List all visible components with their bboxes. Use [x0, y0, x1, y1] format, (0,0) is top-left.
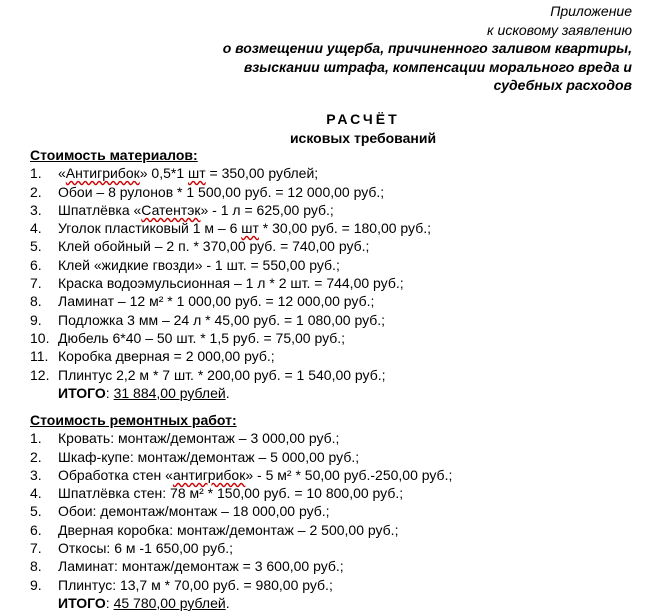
materials-heading: Стоимость материалов: — [30, 147, 198, 163]
document-title — [0, 110, 666, 147]
works-total: ИТОГО: 45 780,00 рублей. — [58, 594, 230, 611]
list-item — [30, 521, 452, 539]
list-item — [30, 311, 431, 329]
item-text: Подложка 3 мм – 24 л * 45,00 руб. = 1 080,00 руб.; — [58, 311, 386, 328]
list-item — [30, 557, 452, 575]
item-number: 6. — [30, 256, 42, 273]
item-number: 2. — [30, 183, 42, 200]
item-text: Обои: демонтаж/монтаж – 18 000,00 руб.; — [58, 503, 330, 520]
list-item — [30, 274, 431, 292]
item-number: 4. — [30, 220, 42, 237]
works-section — [30, 411, 452, 612]
header-line-subject-2: взыскании штрафа, компенсации морального вреда и — [243, 58, 632, 75]
total-label: ИТОГО — [58, 384, 106, 401]
item-text: Краска водоэмульсионная – 1 л * 2 шт. = 744,00 руб.; — [58, 275, 404, 292]
item-number: 3. — [30, 466, 42, 483]
item-number: 9. — [30, 311, 42, 328]
list-item — [30, 429, 452, 447]
item-text: Клей «жидкие гвозди» - 1 шт. = 550,00 руб.; — [58, 256, 340, 273]
item-text: Обои – 8 рулонов * 1 500,00 руб. = 12 000,00 руб.; — [58, 183, 385, 200]
item-text: Шпатлёвка «Сатентэк» - 1 л = 625,00 руб.; — [58, 201, 334, 218]
list-item — [30, 256, 431, 274]
item-text: «Антигрибок» 0,5*1 шт = 350,00 рублей; — [58, 165, 319, 182]
item-number: 10. — [30, 329, 50, 346]
list-item — [30, 183, 431, 201]
list-item — [30, 502, 452, 520]
item-number: 6. — [30, 521, 42, 538]
item-text: Плинтус: 13,7 м * 70,00 руб. = 980,00 руб.; — [58, 576, 333, 593]
list-item — [30, 219, 431, 237]
works-heading: Стоимость ремонтных работ: — [30, 412, 237, 428]
list-item — [30, 539, 452, 557]
item-text: Ламинат – 12 м² * 1 000,00 руб. = 12 000,00 руб.; — [58, 293, 375, 310]
item-number: 7. — [30, 275, 42, 292]
item-text: Плинтус 2,2 м * 7 шт. * 200,00 руб. = 1 540,00 руб.; — [58, 366, 386, 383]
item-text: Коробка дверная = 2 000,00 руб.; — [58, 348, 275, 365]
item-text: Клей обойный – 2 п. * 370,00 руб. = 740,00 руб.; — [58, 238, 370, 255]
item-number: 8. — [30, 558, 42, 575]
title-main: РАСЧЁТ — [326, 111, 400, 127]
title-sub: исковых требований — [289, 129, 437, 146]
item-number: 3. — [30, 201, 42, 218]
item-text: Кровать: монтаж/демонтаж – 3 000,00 руб.; — [58, 430, 340, 447]
item-text: Обработка стен «антигрибок» - 5 м² * 50,00 руб.-250,00 руб.; — [58, 466, 453, 483]
item-number: 8. — [30, 293, 42, 310]
header-line-subject-3: судебных расходов — [493, 77, 632, 94]
materials-total: ИТОГО: 31 884,00 рублей. — [58, 384, 230, 401]
list-item — [30, 576, 452, 594]
list-item — [30, 292, 431, 310]
item-text: Уголок пластиковый 1 м – 6 шт * 30,00 руб. = 180,00 руб.; — [58, 220, 432, 237]
item-number: 9. — [30, 576, 42, 593]
item-text: Шкаф-купе: монтаж/демонтаж – 5 000,00 руб.; — [58, 448, 360, 465]
item-number: 2. — [30, 448, 42, 465]
item-number: 7. — [30, 540, 42, 557]
list-item — [30, 329, 431, 347]
item-text: Откосы: 6 м -1 650,00 руб.; — [58, 540, 234, 557]
list-item — [30, 237, 431, 255]
list-item — [30, 366, 431, 384]
total-value: 31 884,00 рублей — [113, 384, 226, 401]
document-header — [223, 2, 632, 95]
item-number: 4. — [30, 485, 42, 502]
list-item — [30, 448, 452, 466]
item-number: 1. — [30, 165, 42, 182]
item-text: Шпатлёвка стен: 78 м² * 150,00 руб. = 10 800,00 руб.; — [58, 485, 404, 502]
list-item — [30, 347, 431, 365]
materials-section — [30, 146, 431, 402]
materials-list — [30, 164, 431, 384]
item-number: 5. — [30, 238, 42, 255]
list-item — [30, 201, 431, 219]
list-item — [30, 484, 452, 502]
header-line-subject-1: о возмещении ущерба, причиненного заливом квартиры, — [222, 40, 632, 57]
item-number: 5. — [30, 503, 42, 520]
works-list — [30, 429, 452, 594]
header-line-appendix: Приложение — [550, 3, 632, 19]
item-number: 11. — [30, 348, 49, 365]
total-value: 45 780,00 рублей — [113, 594, 226, 611]
header-line-claim: к исковому заявлению — [487, 21, 632, 38]
item-number: 1. — [30, 430, 42, 447]
item-text: Дверная коробка: монтаж/демонтаж – 2 500,00 руб.; — [58, 521, 399, 538]
item-text: Дюбель 6*40 – 50 шт. * 1,5 руб. = 75,00 руб.; — [58, 329, 346, 346]
list-item — [30, 466, 452, 484]
total-label: ИТОГО — [58, 594, 106, 611]
item-text: Ламинат: монтаж/демонтаж = 3 600,00 руб.; — [58, 558, 344, 575]
list-item — [30, 164, 431, 182]
item-number: 12. — [30, 366, 50, 383]
